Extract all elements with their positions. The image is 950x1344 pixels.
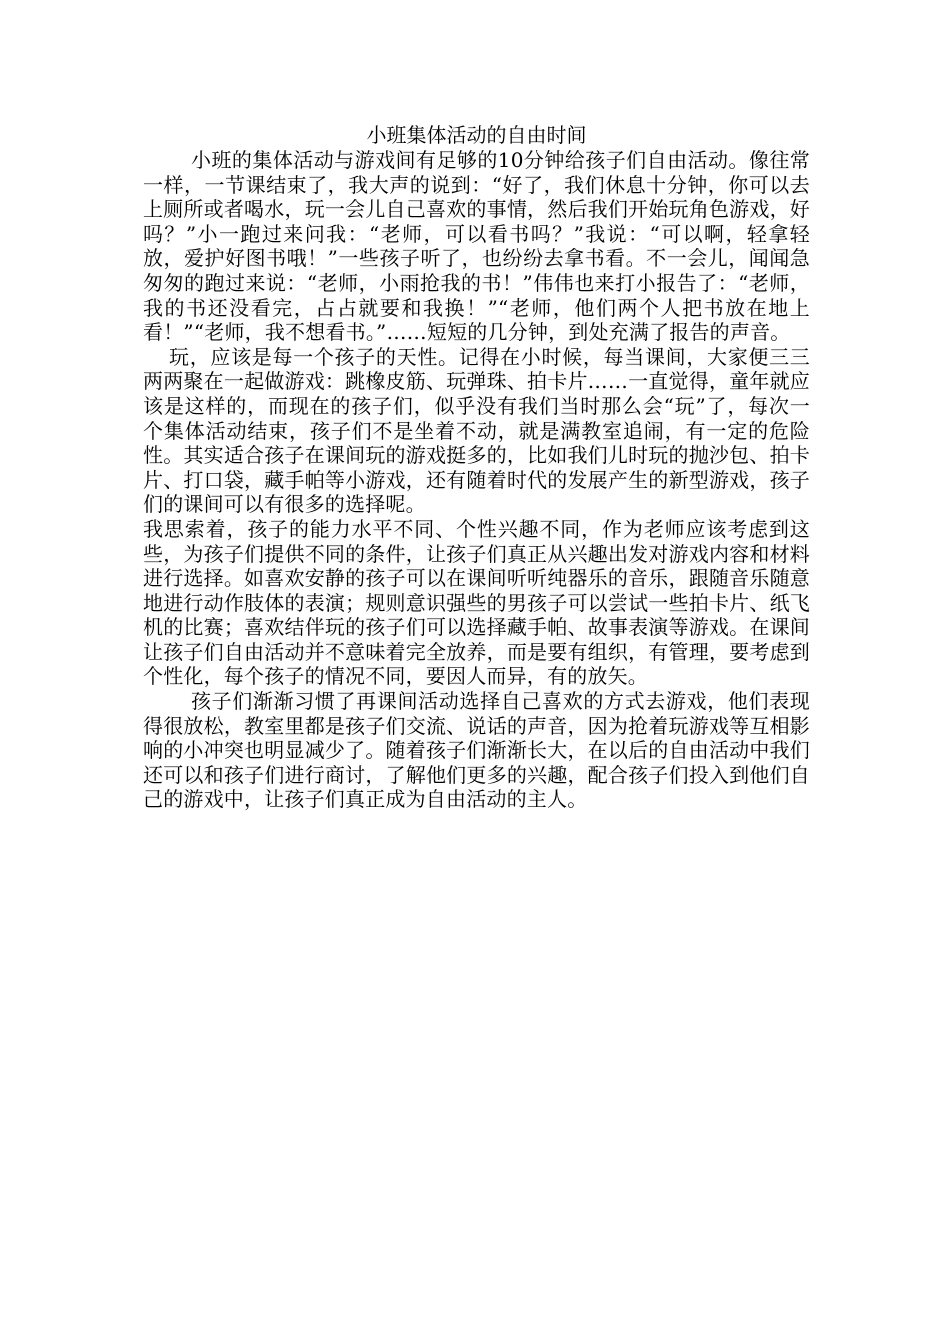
paragraph-2: 玩，应该是每一个孩子的天性。记得在小时候，每当课间，大家便三三两两聚在一起做游戏：跳橡皮筋、玩弹珠、拍卡片……一直觉得，童年就应该是这样的，而现在的孩子们，似乎没有我们当时那么会“玩”了，每次一个集体活动结束，孩子们不是坐着不动，就是满教室追闹，有一定的危险性。其实适合孩子在课间玩的游戏挺多的，比如我们儿时玩的抛沙包、拍卡片、打口袋，藏手帕等小游戏，还有随着时代的发展产生的新型游戏，孩子们的课间可以有很多的选择呢。 [143,344,810,517]
document-title: 小班集体活动的自由时间 [366,123,587,147]
document-body [143,148,810,812]
paragraph-3: 我思索着，孩子的能力水平不同、个性兴趣不同，作为老师应该考虑到这些，为孩子们提供不同的条件，让孩子们真正从兴趣出发对游戏内容和材料进行选择。如喜欢安静的孩子可以在课间听听纯器乐的音乐，跟随音乐随意地进行动作肢体的表演；规则意识强些的男孩子可以尝试一些拍卡片、纸飞机的比赛；喜欢结伴玩的孩子们可以选择藏手帕、故事表演等游戏。在课间让孩子们自由活动并不意味着完全放养，而是要有组织，有管理，要考虑到个性化，每个孩子的情况不同，要因人而异，有的放矢。 [143,516,810,689]
paragraph-1: 小班的集体活动与游戏间有足够的10分钟给孩子们自由活动。像往常一样，一节课结束了，我大声的说到：“好了，我们休息十分钟，你可以去上厕所或者喝水，玩一会儿自己喜欢的事情，然后我们开始玩角色游戏，好吗？”小一跑过来问我：“老师，可以看书吗？”我说：“可以啊，轻拿轻放，爱护好图书哦！”一些孩子听了，也纷纷去拿书看。不一会儿，闻闻急匆匆的跑过来说：“老师，小雨抢我的书！”伟伟也来打小报告了：“老师，我的书还没看完，占占就要和我换！”“老师，他们两个人把书放在地上看！”“老师，我不想看书。”……短短的几分钟，到处充满了报告的声音。 [143,148,810,345]
paragraph-4: 孩子们渐渐习惯了再课间活动选择自己喜欢的方式去游戏，他们表现得很放松，教室里都是孩子们交流、说话的声音，因为抢着玩游戏等互相影响的小冲突也明显减少了。随着孩子们渐渐长大，在以后的自由活动中我们还可以和孩子们进行商讨，了解他们更多的兴趣，配合孩子们投入到他们自己的游戏中，让孩子们真正成为自由活动的主人。 [143,689,810,812]
